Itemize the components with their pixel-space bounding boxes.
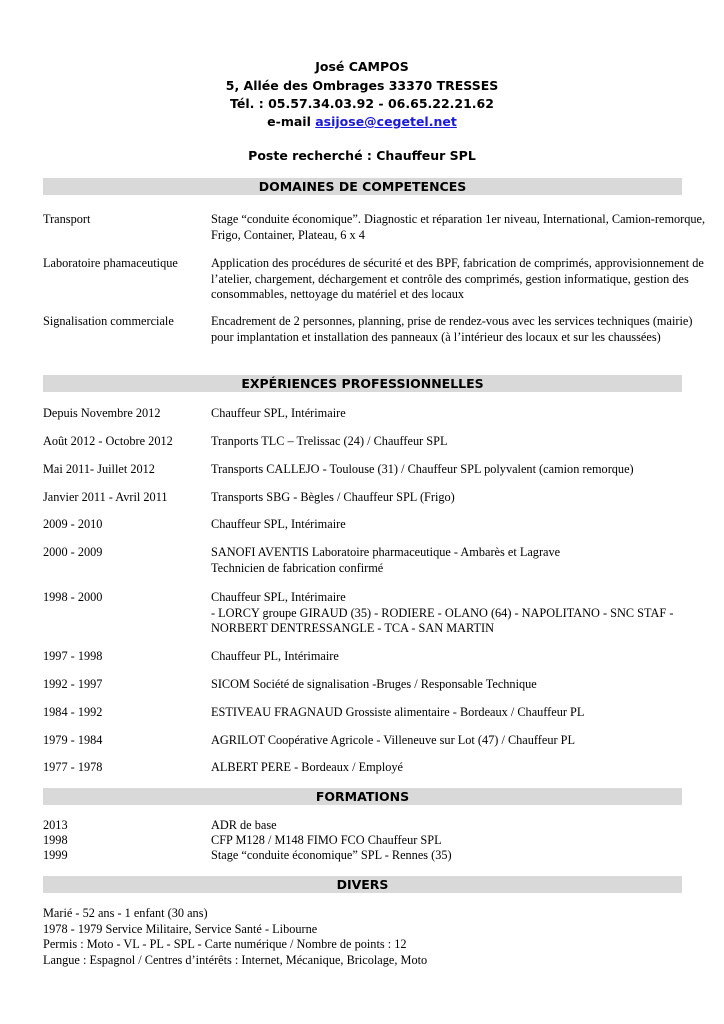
section-title-experiences: EXPÉRIENCES PROFESSIONNELLES (43, 375, 682, 392)
competence-text: Encadrement de 2 personnes, planning, prise de rendez-vous avec les services techniques (mairie) pour implantation et installation des panneaux (à l’intérieur des locaux et sur les chaussées) (211, 314, 693, 344)
divers-line: Langue : Espagnol / Centres d’intérêts : Internet, Mécanique, Bricolage, Moto (43, 952, 428, 967)
experience-line: ALBERT PERE - Bordeaux / Employé (211, 760, 404, 774)
formation-year: 1998 (43, 833, 68, 847)
experience-date: 1984 - 1992 (43, 705, 103, 719)
experience-line: - LORCY groupe GIRAUD (35) - RODIERE - OLANO (64) - NAPOLITANO - SNC STAF - (211, 605, 674, 620)
experience-line: SICOM Société de signalisation -Bruges / Responsable Technique (211, 677, 537, 691)
competence-text: Application des procédures de sécurité et des BPF, fabrication de comprimés, approvisionnement de l’atelier, chargement, déchargement et contrôle des comprimés, gestion informatique, gestion des consommables, nettoyage du matériel et des locaux (211, 256, 704, 301)
experience-date: Août 2012 - Octobre 2012 (43, 434, 173, 448)
competence-label: Signalisation commerciale (43, 314, 174, 328)
experience-date: 1998 - 2000 (43, 590, 103, 604)
candidate-address: 5, Allée des Ombrages 33370 TRESSES (225, 78, 499, 93)
experience-date: 1992 - 1997 (43, 677, 103, 691)
experience-line: Tranports TLC – Trelissac (24) / Chauffeur SPL (211, 434, 448, 448)
candidate-email-line (0, 114, 724, 129)
email-label: e-mail (267, 114, 311, 129)
section-title-formations: FORMATIONS (43, 788, 682, 805)
candidate-name: José CAMPOS (315, 59, 409, 74)
experience-line: SANOFI AVENTIS Laboratoire pharmaceutique - Ambarès et Lagrave (211, 545, 561, 559)
section-title-divers: DIVERS (43, 876, 682, 893)
divers-line: Marié - 52 ans - 1 enfant (30 ans) (43, 906, 208, 920)
competence-label: Laboratoire phamaceutique (43, 256, 178, 270)
experience-line: Chauffeur SPL, Intérimaire (211, 406, 346, 420)
experience-line: Chauffeur PL, Intérimaire (211, 649, 339, 663)
experience-date: 1977 - 1978 (43, 760, 103, 774)
experience-date: Mai 2011- Juillet 2012 (43, 462, 155, 476)
experience-date: Depuis Novembre 2012 (43, 406, 161, 420)
position-sought: Poste recherché : Chauffeur SPL (248, 148, 476, 163)
divers-block (43, 906, 703, 968)
experience-line: AGRILOT Coopérative Agricole - Villeneuve sur Lot (47) / Chauffeur PL (211, 733, 575, 747)
candidate-phone: Tél. : 05.57.34.03.92 - 06.65.22.21.62 (230, 96, 494, 111)
formation-year: 1999 (43, 848, 68, 862)
experience-line: ESTIVEAU FRAGNAUD Grossiste alimentaire - Bordeaux / Chauffeur PL (211, 705, 585, 719)
experience-date: 2009 - 2010 (43, 517, 103, 531)
experience-line: Transports SBG - Bègles / Chauffeur SPL (Frigo) (211, 490, 455, 504)
experience-date: 1979 - 1984 (43, 733, 103, 747)
experience-line: NORBERT DENTRESSANGLE - TCA - SAN MARTIN (211, 621, 494, 635)
formation-text: Stage “conduite économique” SPL - Rennes (35) (211, 848, 452, 862)
experience-date: 1997 - 1998 (43, 649, 103, 663)
formation-text: CFP M128 / M148 FIMO FCO Chauffeur SPL (211, 833, 442, 847)
experience-date: Janvier 2011 - Avril 2011 (43, 490, 168, 504)
email-link[interactable]: asijose@cegetel.net (315, 114, 457, 129)
experience-line: Chauffeur SPL, Intérimaire (211, 517, 346, 531)
experience-date: 2000 - 2009 (43, 545, 103, 559)
formation-text: ADR de base (211, 818, 277, 832)
experience-line: Transports CALLEJO - Toulouse (31) / Chauffeur SPL polyvalent (camion remorque) (211, 462, 634, 476)
experience-line: Chauffeur SPL, Intérimaire (211, 590, 346, 604)
experience-line: Technicien de fabrication confirmé (211, 560, 384, 575)
divers-line: 1978 - 1979 Service Militaire, Service Santé - Libourne (43, 921, 318, 936)
section-title-competences: DOMAINES DE COMPETENCES (43, 178, 682, 195)
divers-line: Permis : Moto - VL - PL - SPL - Carte numérique / Nombre de points : 12 (43, 937, 407, 951)
competence-label: Transport (43, 212, 91, 226)
competence-text: Stage “conduite économique”. Diagnostic et réparation 1er niveau, International, Camion-remorque, Frigo, Container, Plateau, 6 x 4 (211, 212, 706, 242)
formation-year: 2013 (43, 818, 68, 832)
